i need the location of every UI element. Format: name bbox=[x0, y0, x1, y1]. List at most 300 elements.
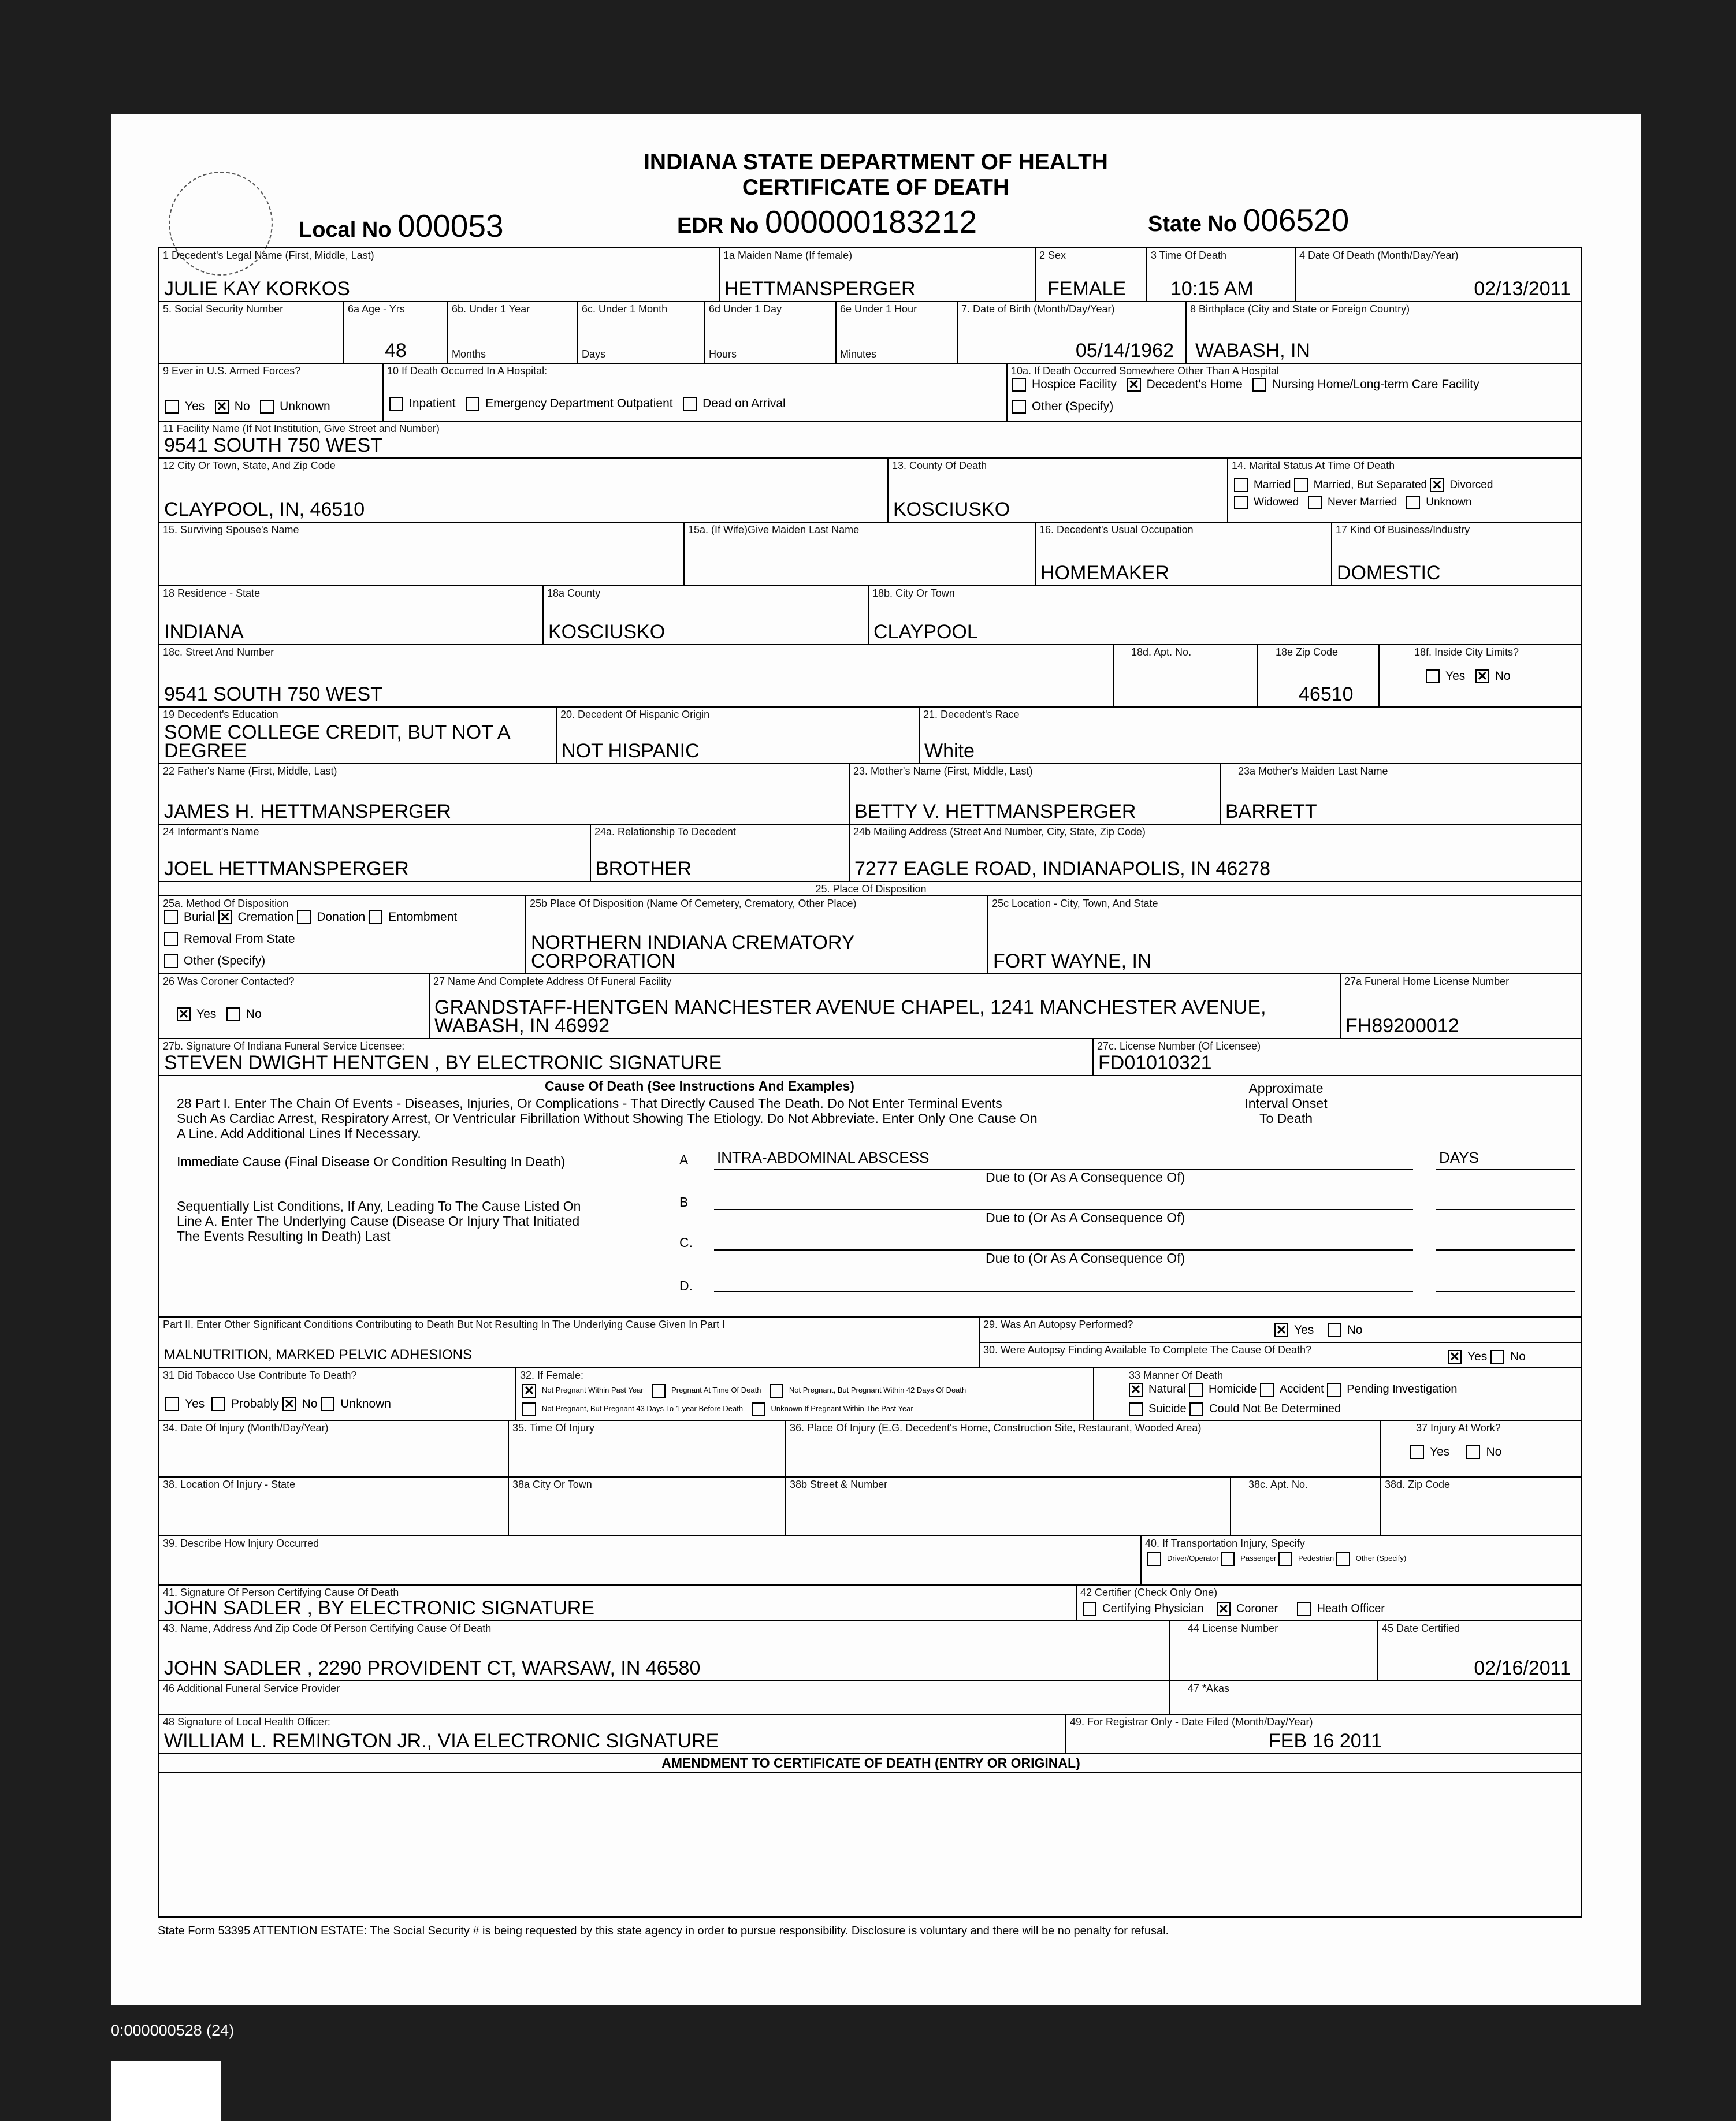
checkbox[interactable] bbox=[1234, 478, 1248, 492]
certifier-license-cell bbox=[1170, 1621, 1378, 1681]
checkbox-checked[interactable]: ✕ bbox=[1475, 669, 1489, 683]
checkbox-checked[interactable]: ✕ bbox=[177, 1007, 191, 1021]
education-line2: DEGREE bbox=[164, 740, 247, 762]
armed-forces-cell bbox=[159, 364, 384, 422]
mother-maiden-cell bbox=[1221, 764, 1582, 825]
date-certified-cell bbox=[1378, 1621, 1582, 1681]
field-label: 18d. Apt. No. bbox=[1131, 646, 1192, 658]
sex: FEMALE bbox=[1047, 278, 1127, 300]
funeral-home-license: FH89200012 bbox=[1345, 1015, 1459, 1037]
residence-county: KOSCIUSKO bbox=[548, 621, 666, 643]
education-line1: SOME COLLEGE CREDIT, BUT NOT A bbox=[164, 721, 511, 743]
field-label: 26 Was Coroner Contacted? bbox=[163, 976, 295, 987]
marital-options-row2: Widowed Never Married Unknown bbox=[1234, 494, 1471, 511]
facility-name: 9541 SOUTH 750 WEST bbox=[164, 434, 382, 456]
mother-cell bbox=[850, 764, 1221, 825]
funeral-facility-line1: GRANDSTAFF-HENTGEN MANCHESTER AVENUE CHAPEL, 1241 MANCHESTER AVENUE, bbox=[434, 996, 1266, 1018]
field-label: 31 Did Tobacco Use Contribute To Death? bbox=[163, 1370, 357, 1381]
certifier-name-address: JOHN SADLER , 2290 PROVIDENT CT, WARSAW, IN 46580 bbox=[164, 1657, 701, 1679]
disposition-location-cell bbox=[988, 896, 1582, 974]
field-label: 38. Location Of Injury - State bbox=[163, 1479, 296, 1490]
checkbox[interactable] bbox=[1294, 478, 1308, 492]
age-years: 48 bbox=[385, 340, 407, 362]
disposition-place-line1: NORTHERN INDIANA CREMATORY bbox=[531, 932, 855, 954]
additional-provider-cell bbox=[159, 1681, 1170, 1715]
residence-state: INDIANA bbox=[164, 621, 244, 643]
manner-options-row2: Suicide Could Not Be Determined bbox=[1129, 1401, 1341, 1417]
injury-time-cell bbox=[509, 1421, 786, 1478]
checkbox[interactable] bbox=[1490, 1350, 1504, 1364]
sequential-label: The Events Resulting In Death) Last bbox=[177, 1229, 391, 1244]
field-label: 24b Mailing Address (Street And Number, City, State, Zip Code) bbox=[853, 826, 1146, 838]
mother-maiden-name: BARRETT bbox=[1225, 801, 1317, 823]
age-cell bbox=[344, 302, 448, 364]
field-label: 18f. Inside City Limits? bbox=[1414, 646, 1519, 658]
line-letter: C. bbox=[679, 1235, 693, 1250]
education-cell bbox=[159, 708, 557, 764]
akas-cell bbox=[1170, 1681, 1582, 1715]
field-label: 18b. City Or Town bbox=[872, 587, 955, 599]
residence-city-cell bbox=[869, 586, 1582, 645]
field-label: 21. Decedent's Race bbox=[923, 709, 1020, 720]
field-label: 6d Under 1 Day bbox=[709, 303, 782, 315]
field-unit: Days bbox=[582, 348, 606, 360]
checkbox[interactable] bbox=[165, 1397, 179, 1411]
licensee-signature-cell bbox=[159, 1039, 1094, 1075]
injury-date-cell bbox=[159, 1421, 509, 1478]
field-label: 49. For Registrar Only - Date Filed (Month/Day/Year) bbox=[1070, 1716, 1313, 1728]
field-label: 35. Time Of Injury bbox=[512, 1422, 595, 1434]
date-filed: FEB 16 2011 bbox=[1269, 1730, 1382, 1752]
line-letter: D. bbox=[679, 1278, 693, 1293]
disposition-options-row3: Other (Specify) bbox=[164, 953, 265, 969]
field-label: 38c. Apt. No. bbox=[1248, 1479, 1308, 1490]
field-label: 48 Signature of Local Health Officer: bbox=[163, 1716, 330, 1728]
field-label: 10a. If Death Occurred Somewhere Other Than A Hospital bbox=[1011, 365, 1279, 377]
licensee-license-number: FD01010321 bbox=[1098, 1052, 1212, 1074]
page-stamp: 0:000000528 (24) bbox=[111, 2022, 235, 2039]
injury-place-cell bbox=[786, 1421, 1381, 1478]
checkbox[interactable] bbox=[164, 954, 178, 968]
birthplace: WABASH, IN bbox=[1195, 340, 1310, 362]
field-label: 19 Decedent's Education bbox=[163, 709, 278, 720]
field-label: 18e Zip Code bbox=[1276, 646, 1339, 658]
manner-options-row1: ✕ Natural Homicide Accident Pending Investigation bbox=[1129, 1381, 1458, 1397]
disposition-place-line2: CORPORATION bbox=[531, 950, 676, 972]
immediate-interval: DAYS bbox=[1439, 1149, 1479, 1166]
spouse-maiden-cell bbox=[685, 523, 1036, 586]
cause-of-death-section bbox=[159, 1075, 1582, 1318]
father-name: JAMES H. HETTMANSPERGER bbox=[164, 801, 451, 823]
disposition-options-row2: Removal From State bbox=[164, 931, 295, 947]
checkbox-checked[interactable]: ✕ bbox=[1127, 378, 1141, 392]
checkbox[interactable] bbox=[1406, 496, 1420, 509]
residence-street: 9541 SOUTH 750 WEST bbox=[164, 683, 382, 705]
part2-cell bbox=[159, 1318, 980, 1368]
maiden-name-cell bbox=[720, 248, 1036, 302]
field-label: 6c. Under 1 Month bbox=[582, 303, 668, 315]
field-label: 5. Social Security Number bbox=[163, 303, 284, 315]
line-letter: B bbox=[679, 1195, 689, 1210]
checkbox-checked[interactable]: ✕ bbox=[1448, 1350, 1462, 1364]
facility-cell bbox=[159, 422, 1582, 459]
checkbox-checked[interactable]: ✕ bbox=[1129, 1383, 1143, 1397]
field-label: 29. Was An Autopsy Performed? bbox=[983, 1319, 1133, 1330]
female-options-row2: Not Pregnant, But Pregnant 43 Days To 1 year Before Death Unknown If Pregnant Within The Past Year bbox=[522, 1401, 913, 1417]
field-label: 27b. Signature Of Indiana Funeral Service Licensee: bbox=[163, 1040, 405, 1052]
autopsy-available-options: ✕ Yes No bbox=[1448, 1349, 1526, 1365]
relationship-cell bbox=[591, 825, 850, 882]
other-conditions: MALNUTRITION, MARKED PELVIC ADHESIONS bbox=[164, 1347, 472, 1363]
residence-state-cell bbox=[159, 586, 544, 645]
checkbox[interactable] bbox=[164, 932, 178, 946]
county-death-cell bbox=[889, 459, 1228, 523]
zip-cell bbox=[1258, 645, 1380, 708]
checkbox[interactable] bbox=[1189, 1402, 1203, 1416]
checkbox[interactable] bbox=[1426, 669, 1440, 683]
autopsy-options: ✕ Yes No bbox=[1274, 1322, 1362, 1338]
checkbox[interactable] bbox=[1221, 1552, 1235, 1566]
funeral-license-cell bbox=[1341, 974, 1582, 1039]
hospital-death-options: Inpatient Emergency Department Outpatient Dead on Arrival bbox=[389, 396, 786, 412]
informant-address: 7277 EAGLE ROAD, INDIANAPOLIS, IN 46278 bbox=[854, 858, 1270, 880]
mailing-address-cell bbox=[850, 825, 1582, 882]
instructions: A Line. Add Additional Lines If Necessary. bbox=[177, 1126, 421, 1141]
checkbox[interactable] bbox=[226, 1007, 240, 1021]
field-label: 16. Decedent's Usual Occupation bbox=[1039, 524, 1194, 535]
amendment-title: AMENDMENT TO CERTIFICATE OF DEATH (ENTRY OR ORIGINAL) bbox=[661, 1755, 1080, 1770]
time-of-death-cell bbox=[1147, 248, 1296, 302]
field-label: 10 If Death Occurred In A Hospital: bbox=[387, 365, 548, 377]
checkbox[interactable] bbox=[321, 1397, 334, 1411]
amendment-divider bbox=[159, 1772, 1582, 1773]
field-label: 20. Decedent Of Hispanic Origin bbox=[560, 709, 710, 720]
city-death-cell bbox=[159, 459, 889, 523]
field-unit: Months bbox=[452, 348, 486, 360]
checkbox[interactable] bbox=[211, 1397, 225, 1411]
field-label: 15a. (If Wife)Give Maiden Last Name bbox=[688, 524, 860, 535]
field-label: 42 Certifier (Check Only One) bbox=[1080, 1587, 1218, 1598]
field-label: 6e Under 1 Hour bbox=[840, 303, 917, 315]
date-filed-cell bbox=[1066, 1715, 1582, 1754]
transport-cell bbox=[1142, 1536, 1582, 1586]
certifier-options: Certifying Physician ✕ Coroner Heath Officer bbox=[1083, 1601, 1385, 1617]
field-unit: Hours bbox=[709, 348, 737, 360]
disposition-options-row1: Burial ✕ Cremation Donation Entombment bbox=[164, 909, 457, 925]
field-label: 40. If Transportation Injury, Specify bbox=[1145, 1538, 1305, 1549]
checkbox[interactable] bbox=[1328, 1323, 1341, 1337]
apt-cell bbox=[1114, 645, 1258, 708]
checkbox-checked[interactable]: ✕ bbox=[282, 1397, 296, 1411]
under-1-month-cell bbox=[578, 302, 705, 364]
manner-cell bbox=[1094, 1368, 1582, 1421]
informant-cell bbox=[159, 825, 591, 882]
field-label: 45 Date Certified bbox=[1382, 1623, 1460, 1634]
cause-title: Cause Of Death (See Instructions And Examples) bbox=[545, 1078, 854, 1093]
checkbox[interactable] bbox=[1260, 1383, 1274, 1397]
checkbox[interactable] bbox=[1129, 1402, 1143, 1416]
checkbox-checked[interactable]: ✕ bbox=[218, 910, 232, 924]
field-label: 38a City Or Town bbox=[512, 1479, 592, 1490]
field-label: 13. County Of Death bbox=[892, 460, 987, 471]
field-label: 18c. Street And Number bbox=[163, 646, 274, 658]
disposition-location: FORT WAYNE, IN bbox=[993, 950, 1152, 972]
date-of-death-cell bbox=[1296, 248, 1582, 302]
checkbox[interactable] bbox=[1252, 378, 1266, 392]
immediate-cause-label: Immediate Cause (Final Disease Or Condition Resulting In Death) bbox=[177, 1154, 566, 1169]
date-certified: 02/16/2011 bbox=[1474, 1657, 1571, 1679]
due-to-label: Due to (Or As A Consequence Of) bbox=[986, 1170, 1185, 1185]
field-label: 15. Surviving Spouse's Name bbox=[163, 524, 299, 535]
checkbox[interactable] bbox=[466, 397, 479, 411]
checkbox[interactable] bbox=[164, 910, 178, 924]
field-label: 24 Informant's Name bbox=[163, 826, 259, 838]
non-hospital-death-other: Other (Specify) bbox=[1012, 399, 1113, 415]
checkbox-checked[interactable]: ✕ bbox=[215, 400, 229, 414]
marital-options-row1: Married Married, But Separated ✕ Divorced bbox=[1234, 477, 1493, 493]
armed-forces-options: Yes ✕ No Unknown bbox=[165, 399, 330, 415]
instructions: Such As Cardiac Arrest, Respiratory Arrest, Or Ventricular Fibrillation Without Showing The Etiology. Do Not Abbreviate. Enter Only One Cause On bbox=[177, 1111, 1038, 1126]
field-label: 44 License Number bbox=[1188, 1623, 1278, 1634]
field-label: 38b Street & Number bbox=[790, 1479, 888, 1490]
checkbox[interactable] bbox=[1012, 378, 1026, 392]
maiden-name: HETTMANSPERGER bbox=[724, 278, 916, 300]
state-no: State No 006520 bbox=[1148, 202, 1350, 238]
field-label: 4 Date Of Death (Month/Day/Year) bbox=[1299, 250, 1459, 261]
checkbox[interactable] bbox=[1189, 1383, 1203, 1397]
white-label-box bbox=[111, 2061, 221, 2121]
injury-apt-cell bbox=[1231, 1478, 1381, 1536]
form-subtitle: CERTIFICATE OF DEATH bbox=[742, 175, 1010, 200]
injury-state-cell bbox=[159, 1478, 509, 1536]
interval-label: To Death bbox=[1259, 1111, 1313, 1126]
checkbox[interactable] bbox=[1234, 496, 1248, 509]
field-label: 3 Time Of Death bbox=[1151, 250, 1227, 261]
under-1-year-cell bbox=[448, 302, 578, 364]
non-hospital-death-cell bbox=[1008, 364, 1582, 422]
under-1-day-cell bbox=[705, 302, 837, 364]
checkbox[interactable] bbox=[1327, 1383, 1341, 1397]
interval-line bbox=[1436, 1291, 1575, 1292]
local-no: Local No 000053 bbox=[299, 208, 504, 244]
certifier-name-cell bbox=[159, 1621, 1170, 1681]
city-of-death: CLAYPOOL, IN, 46510 bbox=[164, 498, 365, 520]
sequential-label: Sequentially List Conditions, If Any, Leading To The Cause Listed On bbox=[177, 1199, 581, 1214]
licensee-license-cell bbox=[1094, 1039, 1582, 1075]
health-officer-signature: WILLIAM L. REMINGTON JR., VIA ELECTRONIC SIGNATURE bbox=[164, 1730, 719, 1752]
checkbox[interactable] bbox=[297, 910, 311, 924]
autopsy-available-cell bbox=[980, 1343, 1582, 1368]
field-label: 25a. Method Of Disposition bbox=[163, 898, 289, 909]
field-label: Part II. Enter Other Significant Conditions Contributing to Death But Not Resulting In The Underlying Cause Given In Part I bbox=[163, 1319, 726, 1330]
checkbox[interactable] bbox=[683, 397, 697, 411]
injury-how-cell bbox=[159, 1536, 1142, 1586]
marital-status-cell bbox=[1228, 459, 1582, 523]
checkbox-checked[interactable]: ✕ bbox=[1217, 1602, 1231, 1616]
cause-line bbox=[714, 1291, 1413, 1292]
race: White bbox=[924, 740, 975, 762]
hispanic-cell bbox=[557, 708, 920, 764]
hispanic-origin: NOT HISPANIC bbox=[562, 740, 700, 762]
checkbox[interactable] bbox=[369, 910, 382, 924]
field-label: 1 Decedent's Legal Name (First, Middle, Last) bbox=[163, 250, 374, 261]
tobacco-options: Yes Probably ✕ No Unknown bbox=[165, 1396, 391, 1412]
interval-line bbox=[1436, 1209, 1575, 1210]
ssn-cell bbox=[159, 302, 344, 364]
interval-line bbox=[1436, 1169, 1575, 1170]
checkbox[interactable] bbox=[1083, 1602, 1096, 1616]
spouse-cell bbox=[159, 523, 685, 586]
field-label: 2 Sex bbox=[1039, 250, 1066, 261]
time-of-death: 10:15 AM bbox=[1170, 278, 1254, 300]
field-label: 14. Marital Status At Time Of Death bbox=[1232, 460, 1395, 471]
checkbox-checked[interactable]: ✕ bbox=[522, 1384, 536, 1398]
due-to-label: Due to (Or As A Consequence Of) bbox=[986, 1210, 1185, 1225]
form-title: INDIANA STATE DEPARTMENT OF HEALTH bbox=[644, 150, 1108, 174]
field-label: 1a Maiden Name (If female) bbox=[723, 250, 853, 261]
field-label: 24a. Relationship To Decedent bbox=[594, 826, 736, 838]
date-of-death: 02/13/2011 bbox=[1474, 278, 1571, 300]
line-letter: A bbox=[679, 1152, 689, 1167]
checkbox[interactable] bbox=[770, 1384, 783, 1398]
amendment-section bbox=[159, 1754, 1582, 1916]
field-label: 7. Date of Birth (Month/Day/Year) bbox=[961, 303, 1115, 315]
injury-work-cell bbox=[1381, 1421, 1582, 1478]
edr-no: EDR No 000000183212 bbox=[677, 204, 977, 240]
field-label: 43. Name, Address And Zip Code Of Person Certifying Cause Of Death bbox=[163, 1623, 492, 1634]
field-label: 27 Name And Complete Address Of Funeral Facility bbox=[433, 976, 672, 987]
immediate-cause: INTRA-ABDOMINAL ABSCESS bbox=[717, 1149, 930, 1166]
field-label: 46 Additional Funeral Service Provider bbox=[163, 1683, 340, 1694]
injury-zip-cell bbox=[1381, 1478, 1582, 1536]
occupation: HOMEMAKER bbox=[1040, 562, 1169, 584]
checkbox[interactable] bbox=[1336, 1552, 1350, 1566]
field-label: 39. Describe How Injury Occurred bbox=[163, 1538, 319, 1549]
industry-cell bbox=[1332, 523, 1582, 586]
field-label: 38d. Zip Code bbox=[1385, 1479, 1451, 1490]
occupation-cell bbox=[1036, 523, 1332, 586]
tobacco-cell bbox=[159, 1368, 516, 1421]
injury-city-cell bbox=[509, 1478, 786, 1536]
date-of-birth: 05/14/1962 bbox=[1075, 340, 1174, 362]
residence-city: CLAYPOOL bbox=[873, 621, 978, 643]
city-limits-cell bbox=[1380, 645, 1582, 708]
field-label: 18a County bbox=[547, 587, 601, 599]
disposition-method-cell bbox=[159, 896, 526, 974]
checkbox[interactable] bbox=[165, 400, 179, 414]
field-label: 32. If Female: bbox=[520, 1370, 584, 1381]
field-label: 22 Father's Name (First, Middle, Last) bbox=[163, 765, 337, 777]
mother-name: BETTY V. HETTMANSPERGER bbox=[854, 801, 1136, 823]
field-label: 11 Facility Name (If Not Institution, Give Street and Number) bbox=[163, 423, 440, 434]
field-label: 23a Mother's Maiden Last Name bbox=[1238, 765, 1388, 777]
checkbox[interactable] bbox=[1297, 1602, 1311, 1616]
interval-label: Approximate bbox=[1248, 1081, 1324, 1096]
field-label: 6a Age - Yrs bbox=[348, 303, 405, 315]
field-label: 33 Manner Of Death bbox=[1129, 1370, 1224, 1381]
injury-work-options: Yes No bbox=[1410, 1444, 1501, 1460]
certifier-type-cell bbox=[1077, 1586, 1582, 1621]
disposition-header bbox=[159, 882, 1582, 896]
interval-label: Interval Onset bbox=[1244, 1096, 1328, 1111]
field-label: 30. Were Autopsy Finding Available To Complete The Cause Of Death? bbox=[983, 1344, 1312, 1356]
certificate-form bbox=[158, 247, 1582, 1918]
informant-name: JOEL HETTMANSPERGER bbox=[164, 858, 409, 880]
field-unit: Minutes bbox=[840, 348, 877, 360]
field-label: 25b Place Of Disposition (Name Of Cemetery, Crematory, Other Place) bbox=[530, 898, 857, 909]
checkbox[interactable] bbox=[1308, 496, 1322, 509]
field-label: 6b. Under 1 Year bbox=[452, 303, 530, 315]
checkbox-checked[interactable]: ✕ bbox=[1274, 1323, 1288, 1337]
field-label: 12 City Or Town, State, And Zip Code bbox=[163, 460, 336, 471]
field-label: 18 Residence - State bbox=[163, 587, 261, 599]
field-label: 27c. License Number (Of Licensee) bbox=[1097, 1040, 1261, 1052]
industry: DOMESTIC bbox=[1337, 562, 1441, 584]
sex-cell bbox=[1036, 248, 1147, 302]
checkbox[interactable] bbox=[1012, 400, 1026, 414]
health-officer-cell bbox=[159, 1715, 1066, 1754]
checkbox[interactable] bbox=[260, 400, 274, 414]
hospital-death-cell bbox=[384, 364, 1008, 422]
injury-street-cell bbox=[786, 1478, 1231, 1536]
field-label: 25c Location - City, Town, And State bbox=[992, 898, 1158, 909]
checkbox-checked[interactable]: ✕ bbox=[1430, 478, 1444, 492]
under-1-hour-cell bbox=[837, 302, 958, 364]
race-cell bbox=[920, 708, 1582, 764]
checkbox[interactable] bbox=[389, 397, 403, 411]
field-label: 25. Place Of Disposition bbox=[815, 883, 927, 895]
certifier-signature-cell bbox=[159, 1586, 1077, 1621]
licensee-signature: STEVEN DWIGHT HENTGEN , BY ELECTRONIC SIGNATURE bbox=[164, 1052, 722, 1074]
informant-relationship: BROTHER bbox=[596, 858, 692, 880]
coroner-contacted-cell bbox=[159, 974, 430, 1039]
residence-zip: 46510 bbox=[1299, 683, 1354, 705]
form-footer: State Form 53395 ATTENTION ESTATE: The Social Security # is being requested by this state agency in order to pursue responsibility. Disclosure is voluntary and there will be no penalty for refusal. bbox=[158, 1925, 1169, 1937]
field-label: 8 Birthplace (City and State or Foreign Country) bbox=[1190, 303, 1410, 315]
non-hospital-death-options: Hospice Facility ✕ Decedent's Home Nursing Home/Long-term Care Facility bbox=[1012, 377, 1479, 393]
residence-county-cell bbox=[544, 586, 869, 645]
checkbox[interactable] bbox=[752, 1402, 765, 1416]
street-cell bbox=[159, 645, 1114, 708]
checkbox[interactable] bbox=[1410, 1445, 1424, 1459]
field-label: 17 Kind Of Business/Industry bbox=[1336, 524, 1470, 535]
field-label: 9 Ever in U.S. Armed Forces? bbox=[163, 365, 301, 377]
disposition-place-cell bbox=[526, 896, 988, 974]
due-to-label: Due to (Or As A Consequence Of) bbox=[986, 1251, 1185, 1266]
checkbox[interactable] bbox=[652, 1384, 666, 1398]
field-label: 23. Mother's Name (First, Middle, Last) bbox=[853, 765, 1033, 777]
checkbox[interactable] bbox=[1466, 1445, 1480, 1459]
father-cell bbox=[159, 764, 850, 825]
coroner-options: ✕ Yes No bbox=[177, 1006, 262, 1022]
checkbox[interactable] bbox=[1278, 1552, 1292, 1566]
female-cell bbox=[516, 1368, 1094, 1421]
interval-line bbox=[1436, 1249, 1575, 1251]
certificate-page bbox=[111, 114, 1641, 2005]
county-of-death: KOSCIUSKO bbox=[893, 498, 1010, 520]
autopsy-cell bbox=[980, 1318, 1582, 1343]
field-label: 41. Signature Of Person Certifying Cause Of Death bbox=[163, 1587, 399, 1598]
female-options-row1: ✕ Not Pregnant Within Past Year Pregnant At Time Of Death Not Pregnant, But Pregnant Within 42 Days Of Death bbox=[522, 1382, 966, 1398]
checkbox[interactable] bbox=[522, 1402, 536, 1416]
field-label: 36. Place Of Injury (E.G. Decedent's Home, Construction Site, Restaurant, Wooded Area) bbox=[790, 1422, 1202, 1434]
field-label: 37 Injury At Work? bbox=[1416, 1422, 1501, 1434]
field-label: 27a Funeral Home License Number bbox=[1344, 976, 1510, 987]
checkbox[interactable] bbox=[1147, 1552, 1161, 1566]
dob-cell bbox=[958, 302, 1187, 364]
instructions: 28 Part I. Enter The Chain Of Events - Diseases, Injuries, Or Complications - That Directly Caused The Death. Do Not Enter Terminal Events bbox=[177, 1096, 1002, 1111]
birthplace-cell bbox=[1187, 302, 1582, 364]
